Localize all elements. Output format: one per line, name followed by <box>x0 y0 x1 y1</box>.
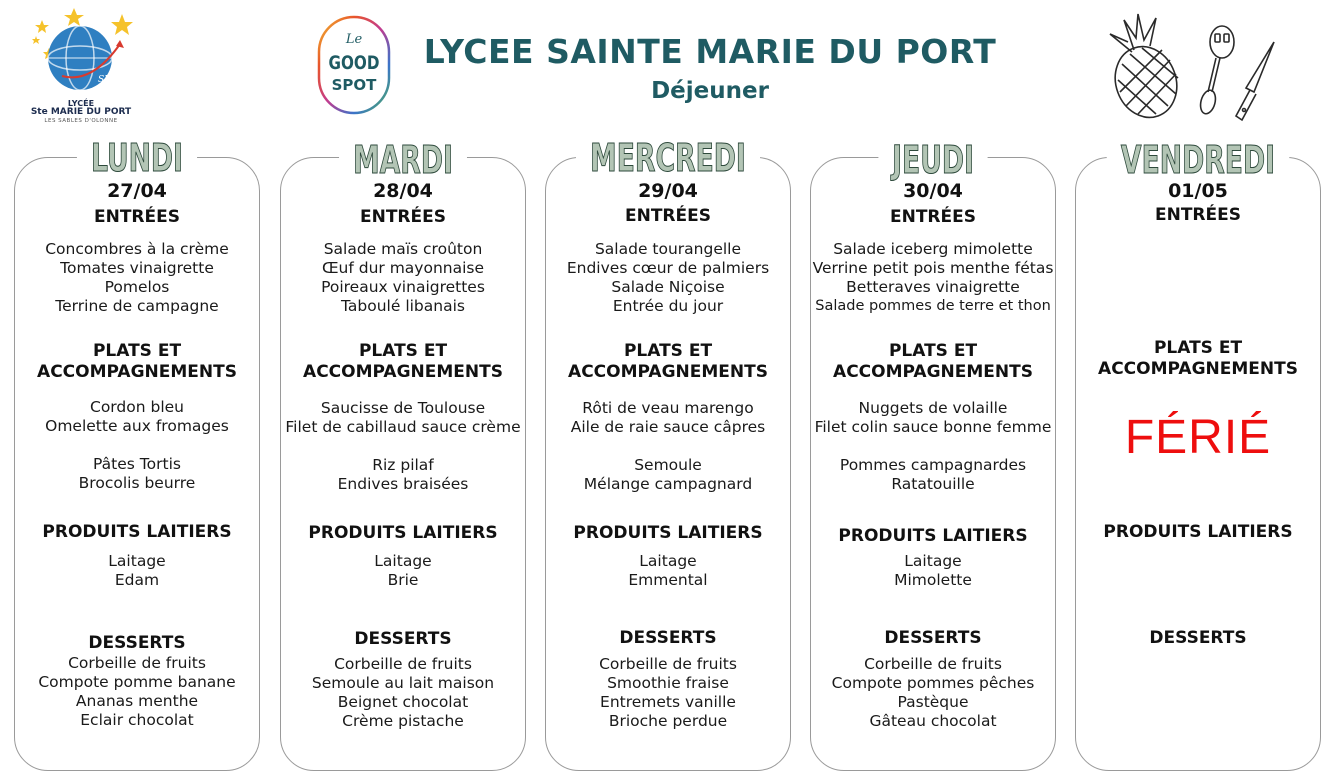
laitiers-list <box>7 552 267 590</box>
desserts-list <box>803 655 1063 731</box>
list-item: Compote pommes pêches <box>831 674 1035 692</box>
list-item: Entremets vanille <box>600 693 736 711</box>
list-item: Salade iceberg mimolette <box>833 240 1033 258</box>
svg-text:SMP: SMP <box>98 75 120 85</box>
laitiers-heading: PRODUITS LAITIERS <box>1103 522 1293 542</box>
accompagnements-list <box>7 455 267 493</box>
day-name: JEUDI <box>838 138 1028 182</box>
desserts-heading: DESSERTS <box>1149 628 1247 648</box>
plats-list <box>7 398 267 436</box>
list-item: Riz pilaf <box>372 456 434 474</box>
list-item: Laitage <box>904 552 962 570</box>
list-item: Laitage <box>108 552 166 570</box>
list-item: Salade maïs croûton <box>323 240 483 258</box>
plats-heading: PLATS ET ACCOMPAGNEMENTS <box>37 341 237 382</box>
day-name: MERCREDI <box>573 136 763 180</box>
school-name: LYCÉE Ste MARIE DU PORT LES SABLES D'OLONNE <box>30 99 132 124</box>
accompagnements-list <box>273 456 533 494</box>
laitiers-list <box>273 552 533 590</box>
list-item: Pâtes Tortis <box>93 455 181 473</box>
day-date: 28/04 <box>373 180 433 202</box>
laitiers-heading: PRODUITS LAITIERS <box>573 523 763 543</box>
list-item: Beignet chocolat <box>337 693 469 711</box>
list-item: Semoule au lait maison <box>311 674 495 692</box>
list-item: Laitage <box>639 552 697 570</box>
laitiers-heading: PRODUITS LAITIERS <box>838 526 1028 546</box>
list-item: Brie <box>387 571 419 589</box>
plats-heading: PLATS ET ACCOMPAGNEMENTS <box>568 341 768 382</box>
list-item: Œuf dur mayonnaise <box>321 259 485 277</box>
list-item: Omelette aux fromages <box>45 417 229 435</box>
plats-heading: PLATS ET ACCOMPAGNEMENTS <box>303 341 503 382</box>
list-item: Filet de cabillaud sauce crème <box>285 418 521 436</box>
day-date: 01/05 <box>1168 180 1228 202</box>
list-item: Laitage <box>374 552 432 570</box>
entrees-heading: ENTRÉES <box>360 207 446 227</box>
entrees-list <box>7 240 267 316</box>
laitiers-list <box>803 552 1063 590</box>
list-item: Corbeille de fruits <box>864 655 1002 673</box>
desserts-list <box>538 655 798 731</box>
list-item: Corbeille de fruits <box>334 655 472 673</box>
accompagnements-list <box>803 456 1063 494</box>
day-date: 30/04 <box>903 180 963 202</box>
day-card-vendredi <box>1075 138 1321 771</box>
day-name: LUNDI <box>42 136 232 180</box>
day-date: 27/04 <box>107 180 167 202</box>
day-card-mercredi <box>545 136 791 771</box>
list-item: Endives braisées <box>337 475 469 493</box>
plats-heading: PLATS ET ACCOMPAGNEMENTS <box>1098 338 1298 379</box>
list-item: Edam <box>114 571 160 589</box>
list-item: Salade pommes de terre et thon <box>815 298 1051 314</box>
list-item: Terrine de campagne <box>55 297 219 315</box>
day-card-lundi <box>14 136 260 771</box>
list-item: Tomates vinaigrette <box>60 259 214 277</box>
laitiers-heading: PRODUITS LAITIERS <box>308 523 498 543</box>
day-name: MARDI <box>308 138 498 182</box>
day-date: 29/04 <box>638 180 698 202</box>
laitiers-heading: PRODUITS LAITIERS <box>42 522 232 542</box>
list-item: Endives cœur de palmiers <box>566 259 770 277</box>
list-item: Concombres à la crème <box>45 240 229 258</box>
list-item: Compote pomme banane <box>38 673 236 691</box>
desserts-list <box>273 655 533 731</box>
plats-list <box>803 399 1063 437</box>
accompagnements-list <box>538 456 798 494</box>
desserts-heading: DESSERTS <box>619 628 717 648</box>
good-spot-logo: Le GOOD SPOT <box>316 14 392 116</box>
entrees-heading: ENTRÉES <box>890 207 976 227</box>
entrees-list <box>273 240 533 316</box>
school-globe-icon <box>22 6 140 101</box>
entrees-list <box>538 240 798 316</box>
list-item: Ananas menthe <box>75 692 199 710</box>
day-card-jeudi <box>810 138 1056 771</box>
list-item: Crème pistache <box>342 712 464 730</box>
list-item: Pommes campagnardes <box>839 456 1027 474</box>
laitiers-list <box>538 552 798 590</box>
list-item: Smoothie fraise <box>607 674 729 692</box>
plats-heading: PLATS ET ACCOMPAGNEMENTS <box>833 341 1033 382</box>
entrees-heading: ENTRÉES <box>625 206 711 226</box>
list-item: Gâteau chocolat <box>869 712 997 730</box>
plats-list <box>538 399 798 437</box>
list-item: Pastèque <box>897 693 969 711</box>
list-item: Poireaux vinaigrettes <box>321 278 485 296</box>
list-item: Ratatouille <box>891 475 975 493</box>
list-item: Mélange campagnard <box>583 475 753 493</box>
school-logo <box>22 6 140 130</box>
list-item: Semoule <box>634 456 702 474</box>
desserts-list <box>7 654 267 730</box>
list-item: Mimolette <box>894 571 972 589</box>
plats-list <box>273 399 533 437</box>
pineapple-utensils-illustration <box>1104 12 1286 124</box>
entrees-list <box>803 240 1063 316</box>
list-item: Entrée du jour <box>612 297 724 315</box>
list-item: Rôti de veau marengo <box>582 399 754 417</box>
page-subtitle: Déjeuner <box>651 78 769 104</box>
entrees-heading: ENTRÉES <box>1155 205 1241 225</box>
list-item: Brocolis beurre <box>78 474 196 492</box>
list-item: Brioche perdue <box>608 712 728 730</box>
list-item: Emmental <box>628 571 708 589</box>
list-item: Aile de raie sauce câpres <box>570 418 766 436</box>
list-item: Eclair chocolat <box>80 711 194 729</box>
list-item: Filet colin sauce bonne femme <box>814 418 1052 436</box>
desserts-heading: DESSERTS <box>354 629 452 649</box>
desserts-heading: DESSERTS <box>88 633 186 653</box>
list-item: Betteraves vinaigrette <box>846 278 1020 296</box>
list-item: Verrine petit pois menthe fétas <box>812 259 1054 277</box>
list-item: Pomelos <box>104 278 170 296</box>
day-card-mardi <box>280 138 526 771</box>
page-title: LYCEE SAINTE MARIE DU PORT <box>423 32 997 71</box>
ferie-label: FÉRIÉ <box>1124 411 1272 464</box>
list-item: Taboulé libanais <box>341 297 465 315</box>
list-item: Salade tourangelle <box>594 240 742 258</box>
entrees-heading: ENTRÉES <box>94 207 180 227</box>
desserts-heading: DESSERTS <box>884 628 982 648</box>
list-item: Salade Niçoise <box>611 278 725 296</box>
list-item: Corbeille de fruits <box>68 654 206 672</box>
list-item: Corbeille de fruits <box>599 655 737 673</box>
list-item: Cordon bleu <box>90 398 184 416</box>
list-item: Nuggets de volaille <box>858 399 1008 417</box>
day-name: VENDREDI <box>1103 138 1293 182</box>
list-item: Saucisse de Toulouse <box>320 399 486 417</box>
